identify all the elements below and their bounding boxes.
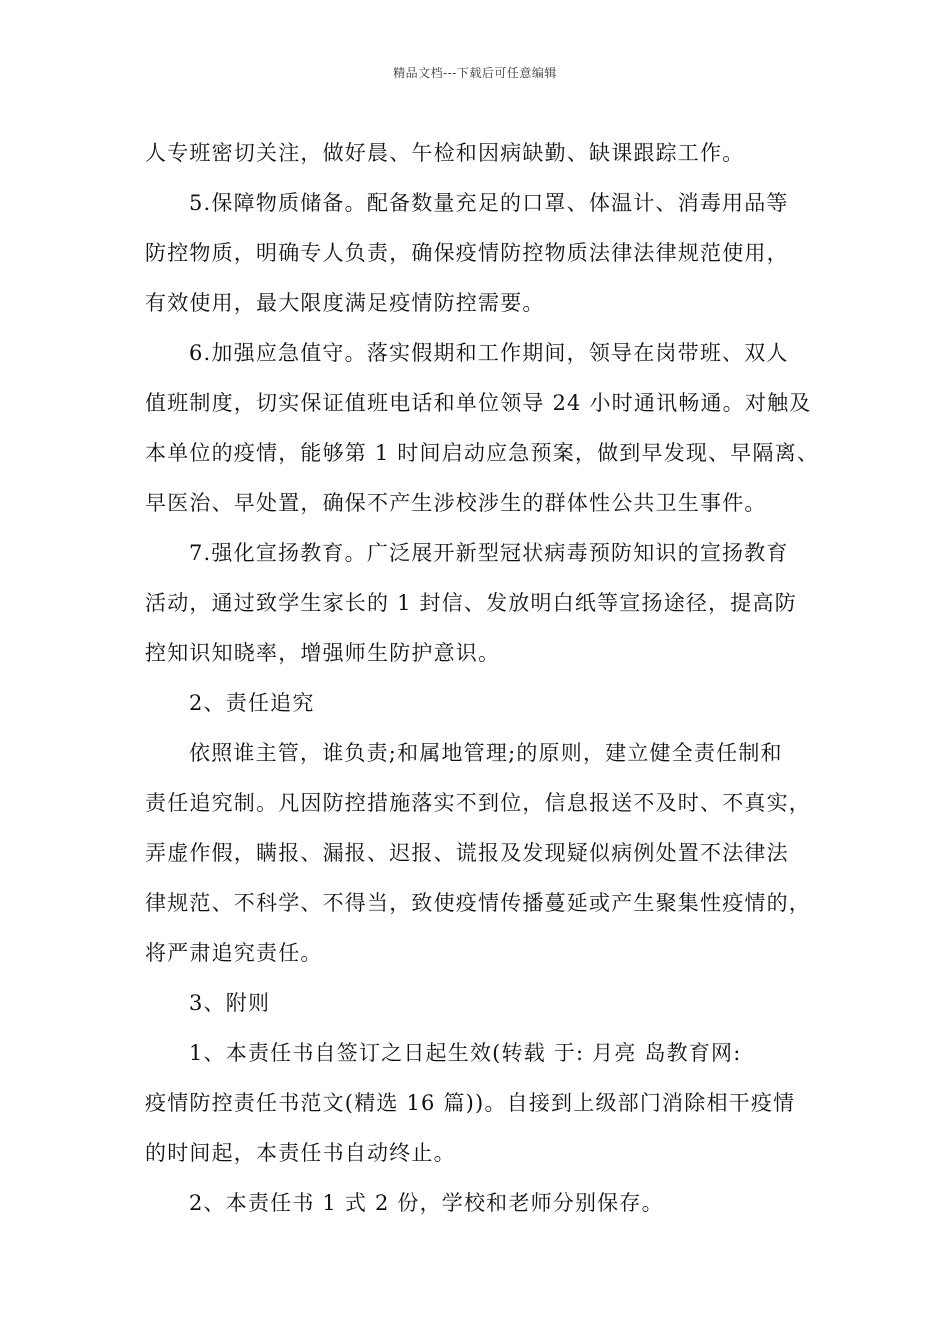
text-line: 将严肃追究责任。 <box>145 941 323 965</box>
text-line: 7.强化宣扬教育。广泛展开新型冠状病毒预防知识的宣扬教育 <box>189 541 789 565</box>
text-line: 活动，通过致学生家长的 1 封信、发放明白纸等宣扬途径，提高防 <box>145 591 797 615</box>
text-line: 2、本责任书 1 式 2 份，学校和老师分别保存。 <box>189 1191 664 1215</box>
section-heading-responsibility <box>145 678 825 728</box>
document-body <box>145 128 825 1228</box>
paragraph-item-6 <box>145 328 825 528</box>
text-line: 疫情防控责任书范文(精选 16 篇))。自接到上级部门消除相干疫情 <box>145 1091 796 1115</box>
paragraph <box>145 128 825 178</box>
section-heading-text: 3、附则 <box>189 991 271 1015</box>
text-line: 有效使用，最大限度满足疫情防控需要。 <box>145 291 545 315</box>
text-line: 1、本责任书自签订之日起生效(转载 于: 月亮 岛教育网: <box>189 1041 742 1065</box>
text-line: 责任追究制。凡因防控措施落实不到位，信息报送不及时、不真实， <box>145 791 811 815</box>
text-line: 5.保障物质储备。配备数量充足的口罩、体温计、消毒用品等 <box>189 191 789 215</box>
paragraph-item-7 <box>145 528 825 678</box>
paragraph-accountability <box>145 728 825 978</box>
text-line: 值班制度，切实保证值班电话和单位领导 24 小时通讯畅通。对触及 <box>145 391 812 415</box>
text-line: 人专班密切关注，做好晨、午检和因病缺勤、缺课跟踪工作。 <box>145 141 745 165</box>
text-line: 的时间起，本责任书自动终止。 <box>145 1141 456 1165</box>
text-line: 律规范、不科学、不得当，致使疫情传播蔓延或产生聚集性疫情的， <box>145 891 811 915</box>
paragraph-item-5 <box>145 178 825 328</box>
text-line: 本单位的疫情，能够第 1 时间启动应急预案，做到早发现、早隔离、 <box>145 441 820 465</box>
text-line: 早医治、早处置，确保不产生涉校涉生的群体性公共卫生事件。 <box>145 491 767 515</box>
text-line: 弄虚作假，瞒报、漏报、迟报、谎报及发现疑似病例处置不法律法 <box>145 841 789 865</box>
text-line: 6.加强应急值守。落实假期和工作期间，领导在岗带班、双人 <box>189 341 789 365</box>
text-line: 控知识知晓率，增强师生防护意识。 <box>145 641 501 665</box>
section-heading-text: 2、责任追究 <box>189 691 315 715</box>
page-header: 精品文档---下载后可任意编辑 <box>393 66 557 80</box>
section-heading-appendix <box>145 978 825 1028</box>
text-line: 依照谁主管，谁负责;和属地管理;的原则，建立健全责任制和 <box>189 741 783 765</box>
paragraph-appendix-1 <box>145 1028 825 1178</box>
paragraph-appendix-2 <box>145 1178 825 1228</box>
text-line: 防控物质，明确专人负责，确保疫情防控物质法律法律规范使用， <box>145 241 789 265</box>
